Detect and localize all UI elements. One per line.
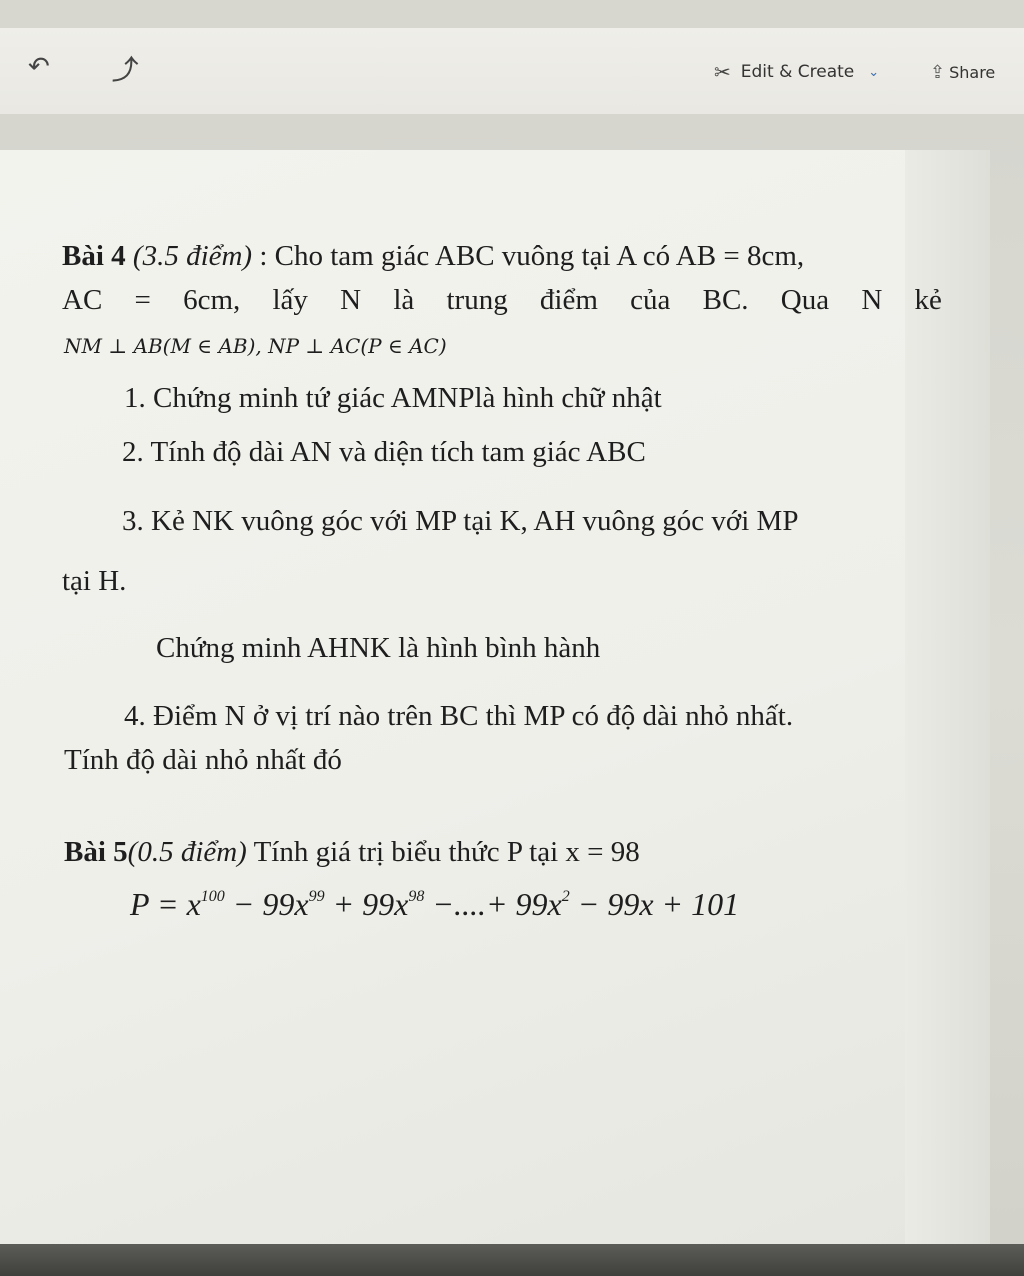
word: 6cm, <box>183 284 241 316</box>
bai5-text: Tính giá trị biểu thức P tại x = 98 <box>246 836 640 868</box>
scissors-icon: ✂ <box>714 60 731 84</box>
bai4-item4: 4. Điểm N ở vị trí nào trên BC thì MP có độ dài nhỏ nhất. <box>124 700 794 732</box>
bai4-item4-cont: Tính độ dài nhỏ nhất đó <box>64 744 342 776</box>
bai4-item3-cont: tại H. <box>62 565 127 597</box>
word: là <box>393 284 415 316</box>
word: N <box>340 284 362 316</box>
word: N <box>861 284 883 316</box>
word: Qua <box>780 284 830 316</box>
word: lấy <box>272 284 308 316</box>
share-icon: ⇪ <box>930 61 946 83</box>
bai4-item3: 3. Kẻ NK vuông góc với MP tại K, AH vuông góc với MP <box>122 505 799 537</box>
redo-icon[interactable]: ⤴ <box>112 56 139 86</box>
bai4-line2 <box>62 284 942 317</box>
share-button[interactable] <box>930 58 995 86</box>
formula-exponent: 98 <box>408 888 425 905</box>
monitor-bezel <box>0 1244 1024 1276</box>
formula-part: −....+ 99x <box>424 886 562 922</box>
bai4-item3-sub: Chứng minh AHNK là hình bình hành <box>156 632 601 664</box>
edit-create-label: Edit & Create <box>740 62 855 82</box>
formula-exponent: 100 <box>200 888 225 905</box>
word: của <box>630 284 671 316</box>
formula-part: − 99x <box>224 886 309 922</box>
word: = <box>134 284 151 316</box>
formula-part: − 99x + 101 <box>569 886 740 922</box>
bai4-line1-text: : Cho tam giác ABC vuông tại A có AB = 8cm, <box>259 240 805 272</box>
bai4-line1 <box>62 240 804 273</box>
bai4-title: Bài 4 <box>62 240 126 272</box>
bai5-points: (0.5 điểm) <box>127 836 247 868</box>
share-label: Share <box>949 62 996 82</box>
formula-part: + 99x <box>324 886 409 922</box>
word: AC <box>62 284 103 316</box>
formula-exponent: 99 <box>308 888 325 905</box>
formula-exponent: 2 <box>561 888 570 905</box>
word: kẻ <box>914 284 942 316</box>
bai5-line1 <box>64 836 640 869</box>
undo-icon[interactable]: ↶ <box>28 52 50 82</box>
bai4-line3-math: NM ⊥ AB(M ∈ AB), NP ⊥ AC(P ∈ AC) <box>64 334 447 358</box>
bai5-title: Bài 5 <box>64 836 128 868</box>
word: trung <box>446 284 508 316</box>
word: BC. <box>702 284 749 316</box>
bai4-item1: 1. Chứng minh tứ giác AMNPlà hình chữ nhật <box>124 382 662 414</box>
bai5-formula <box>130 886 739 923</box>
word: điểm <box>539 284 598 316</box>
edit-create-button[interactable] <box>714 58 879 86</box>
bai4-item2: 2. Tính độ dài AN và diện tích tam giác ABC <box>122 436 646 468</box>
chevron-down-icon: ⌄ <box>868 64 880 80</box>
formula-part: P = x <box>130 886 201 922</box>
bai4-points: (3.5 điểm) <box>132 240 253 272</box>
